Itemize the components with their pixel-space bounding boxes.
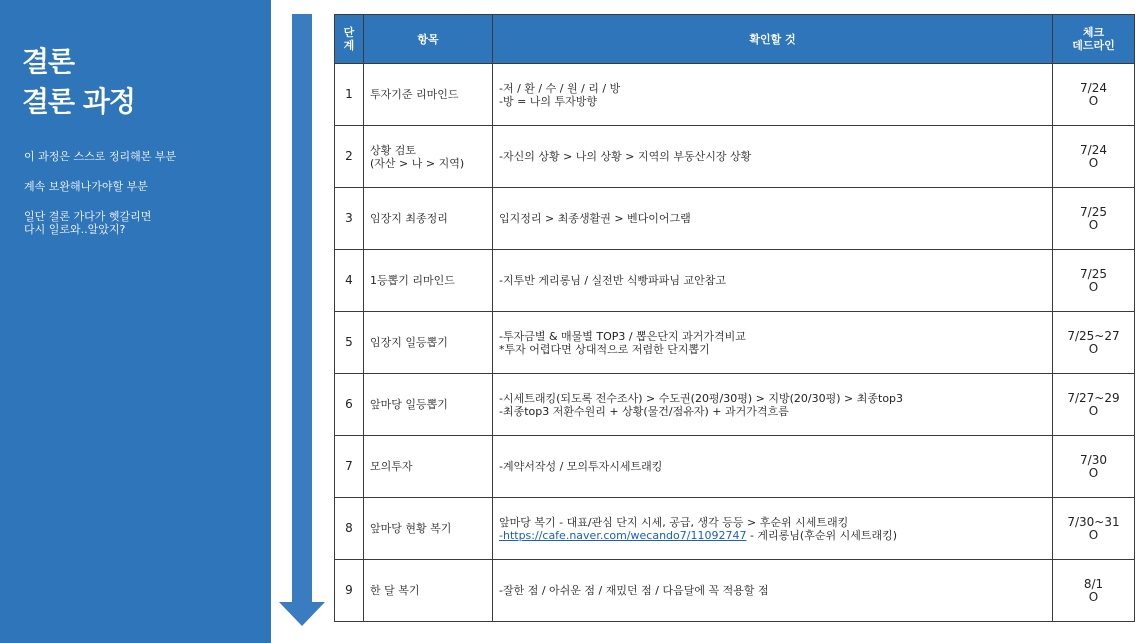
row-step: 7 — [335, 436, 364, 498]
sidebar-note-2: 계속 보완해나가야할 부분 — [24, 180, 148, 193]
row-item: 앞마당 현황 복기 — [364, 498, 493, 560]
row-step: 2 — [335, 126, 364, 188]
sidebar-subtitle: 결론 과정 — [22, 85, 135, 118]
table-row — [335, 188, 1135, 250]
process-table — [334, 14, 1135, 622]
table-row — [335, 498, 1135, 560]
row-item: 모의투자 — [364, 436, 493, 498]
header-check: 확인할 것 — [493, 15, 1053, 64]
row-deadline: 8/1 O — [1053, 560, 1135, 622]
row-check: -지투반 게리롱님 / 실전반 식빵파파님 교안참고 — [493, 250, 1053, 312]
sidebar-note-3-line1: 일단 결론 가다가 헷갈리면 — [24, 210, 152, 223]
row-item: 임장지 일등뽑기 — [364, 312, 493, 374]
row-item: 상황 검토 (자산 > 나 > 지역) — [364, 126, 493, 188]
row-step: 5 — [335, 312, 364, 374]
process-arrow-shaft — [292, 14, 312, 604]
table-row — [335, 126, 1135, 188]
sidebar-note-3-line2: 다시 일로와..알았지? — [24, 223, 126, 236]
sidebar-note-3 — [24, 210, 151, 236]
row-check: -계약서작성 / 모의투자시세트래킹 — [493, 436, 1053, 498]
sidebar — [0, 0, 271, 643]
header-item: 항목 — [364, 15, 493, 64]
row-deadline: 7/24 O — [1053, 126, 1135, 188]
table-row — [335, 250, 1135, 312]
header-step: 단 계 — [335, 15, 364, 64]
row-step: 8 — [335, 498, 364, 560]
row-step: 6 — [335, 374, 364, 436]
row-item: 한 달 복기 — [364, 560, 493, 622]
row-item: 1등뽑기 리마인드 — [364, 250, 493, 312]
row-item: 투자기준 리마인드 — [364, 64, 493, 126]
row-deadline: 7/24 O — [1053, 64, 1135, 126]
row-check: -저 / 환 / 수 / 원 / 리 / 방 -방 = 나의 투자방향 — [493, 64, 1053, 126]
row-check: -잘한 점 / 아쉬운 점 / 재밌던 점 / 다음달에 꼭 적용할 점 — [493, 560, 1053, 622]
row-deadline: 7/25 O — [1053, 250, 1135, 312]
row-item: 앞마당 일등뽑기 — [364, 374, 493, 436]
table-row — [335, 374, 1135, 436]
table-row — [335, 64, 1135, 126]
row-check: -투자금별 & 매물별 TOP3 / 뽑은단지 과거가격비교 *투자 어렵다면 상대적으로 저렴한 단지뽑기 — [493, 312, 1053, 374]
process-arrow-down-icon — [279, 602, 325, 626]
cafe-link[interactable]: -https://cafe.naver.com/wecando7/11092747 — [499, 528, 747, 542]
row-deadline: 7/25 O — [1053, 188, 1135, 250]
row-deadline: 7/27~29 O — [1053, 374, 1135, 436]
header-deadline: 체크 데드라인 — [1053, 15, 1135, 64]
row-deadline: 7/25~27 O — [1053, 312, 1135, 374]
table-header-row — [335, 15, 1135, 64]
table-row — [335, 312, 1135, 374]
row-item: 임장지 최종정리 — [364, 188, 493, 250]
row-check: 입지정리 > 최종생활권 > 벤다이어그램 — [493, 188, 1053, 250]
sidebar-note-1: 이 과정은 스스로 정리해본 부분 — [24, 150, 177, 163]
row-deadline: 7/30 O — [1053, 436, 1135, 498]
row-check: 앞마당 복기 - 대표/관심 단지 시세, 공급, 생각 등등 > 후순위 시세트래킹 -https://cafe.naver.com/wecando7/11092747 - 게리롱님(후순위 시세트래킹) — [493, 498, 1053, 560]
row-check: -시세트래킹(되도록 전수조사) > 수도권(20평/30평) > 지방(20/30평) > 최종top3 -최종top3 저환수원리 + 상황(물건/점유자) + 과거가격흐름 — [493, 374, 1053, 436]
sidebar-title: 결론 — [22, 45, 75, 78]
table-row — [335, 436, 1135, 498]
row-check: -자신의 상황 > 나의 상황 > 지역의 부동산시장 상황 — [493, 126, 1053, 188]
row-step: 4 — [335, 250, 364, 312]
row-step: 3 — [335, 188, 364, 250]
row-step: 1 — [335, 64, 364, 126]
row-step: 9 — [335, 560, 364, 622]
row-deadline: 7/30~31 O — [1053, 498, 1135, 560]
table-row — [335, 560, 1135, 622]
